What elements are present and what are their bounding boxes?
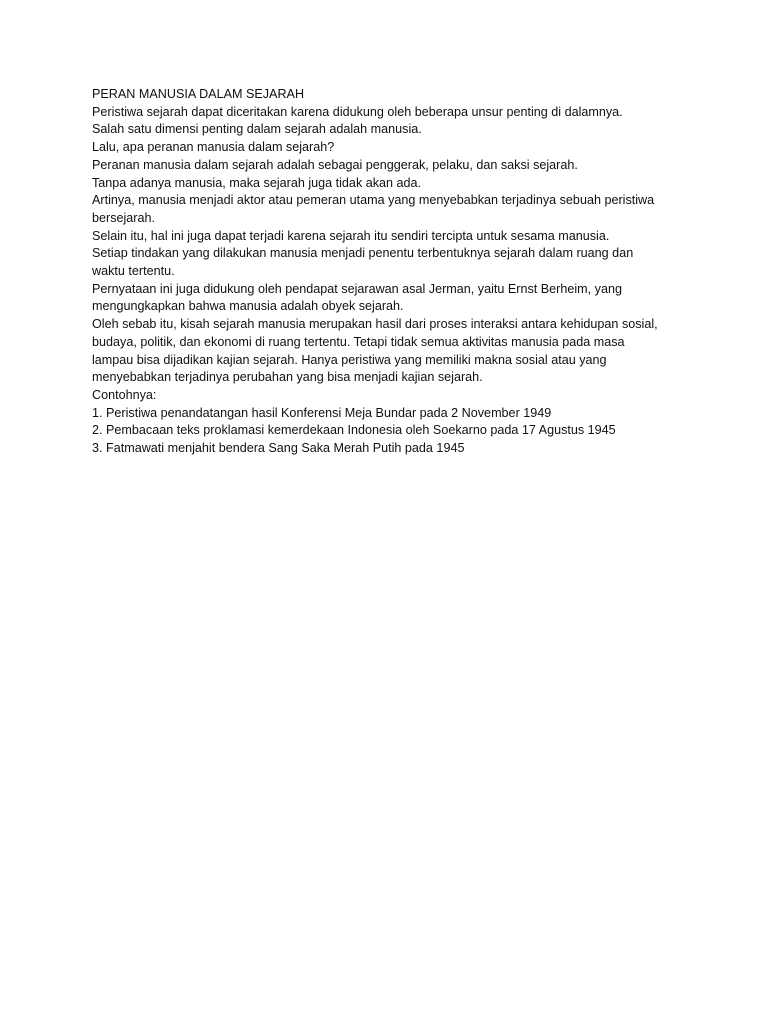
- example-item: 2. Pembacaan teks proklamasi kemerdekaan Indonesia oleh Soekarno pada 17 Agustus 1945: [92, 423, 616, 438]
- text-line: Peranan manusia dalam sejarah adalah sebagai penggerak, pelaku, dan saksi sejarah.: [92, 157, 578, 172]
- text-line: waktu tertentu.: [92, 264, 175, 279]
- text-line: Selain itu, hal ini juga dapat terjadi karena sejarah itu sendiri tercipta untuk sesama manusia.: [92, 228, 610, 243]
- text-line: Pernyataan ini juga didukung oleh pendapat sejarawan asal Jerman, yaitu Ernst Berheim, yang: [92, 281, 622, 296]
- example-item: 3. Fatmawati menjahit bendera Sang Saka Merah Putih pada 1945: [92, 441, 465, 456]
- text-line: Salah satu dimensi penting dalam sejarah adalah manusia.: [92, 122, 422, 137]
- examples-heading: Contohnya:: [92, 387, 157, 402]
- example-item: 1. Peristiwa penandatangan hasil Konferensi Meja Bundar pada 2 November 1949: [92, 405, 552, 420]
- text-line: mengungkapkan bahwa manusia adalah obyek sejarah.: [92, 299, 404, 314]
- document-page: [92, 86, 692, 458]
- document-title: PERAN MANUSIA DALAM SEJARAH: [92, 87, 305, 101]
- text-line: Artinya, manusia menjadi aktor atau pemeran utama yang menyebabkan terjadinya sebuah peristiwa: [92, 193, 655, 208]
- text-line: bersejarah.: [92, 210, 156, 225]
- text-line: Oleh sebab itu, kisah sejarah manusia merupakan hasil dari proses interaksi antara kehidupan sosial,: [92, 317, 658, 332]
- text-line: Tanpa adanya manusia, maka sejarah juga tidak akan ada.: [92, 175, 422, 190]
- text-line: Lalu, apa peranan manusia dalam sejarah?: [92, 140, 335, 155]
- text-line: Peristiwa sejarah dapat diceritakan karena didukung oleh beberapa unsur penting di dalamnya.: [92, 104, 623, 119]
- text-line: lampau bisa dijadikan kajian sejarah. Hanya peristiwa yang memiliki makna sosial atau yang: [92, 352, 607, 367]
- text-line: menyebabkan terjadinya perubahan yang bisa menjadi kajian sejarah.: [92, 370, 483, 385]
- text-line: Setiap tindakan yang dilakukan manusia menjadi penentu terbentuknya sejarah dalam ruang dan: [92, 246, 634, 261]
- text-line: budaya, politik, dan ekonomi di ruang tertentu. Tetapi tidak semua aktivitas manusia pada masa: [92, 334, 625, 349]
